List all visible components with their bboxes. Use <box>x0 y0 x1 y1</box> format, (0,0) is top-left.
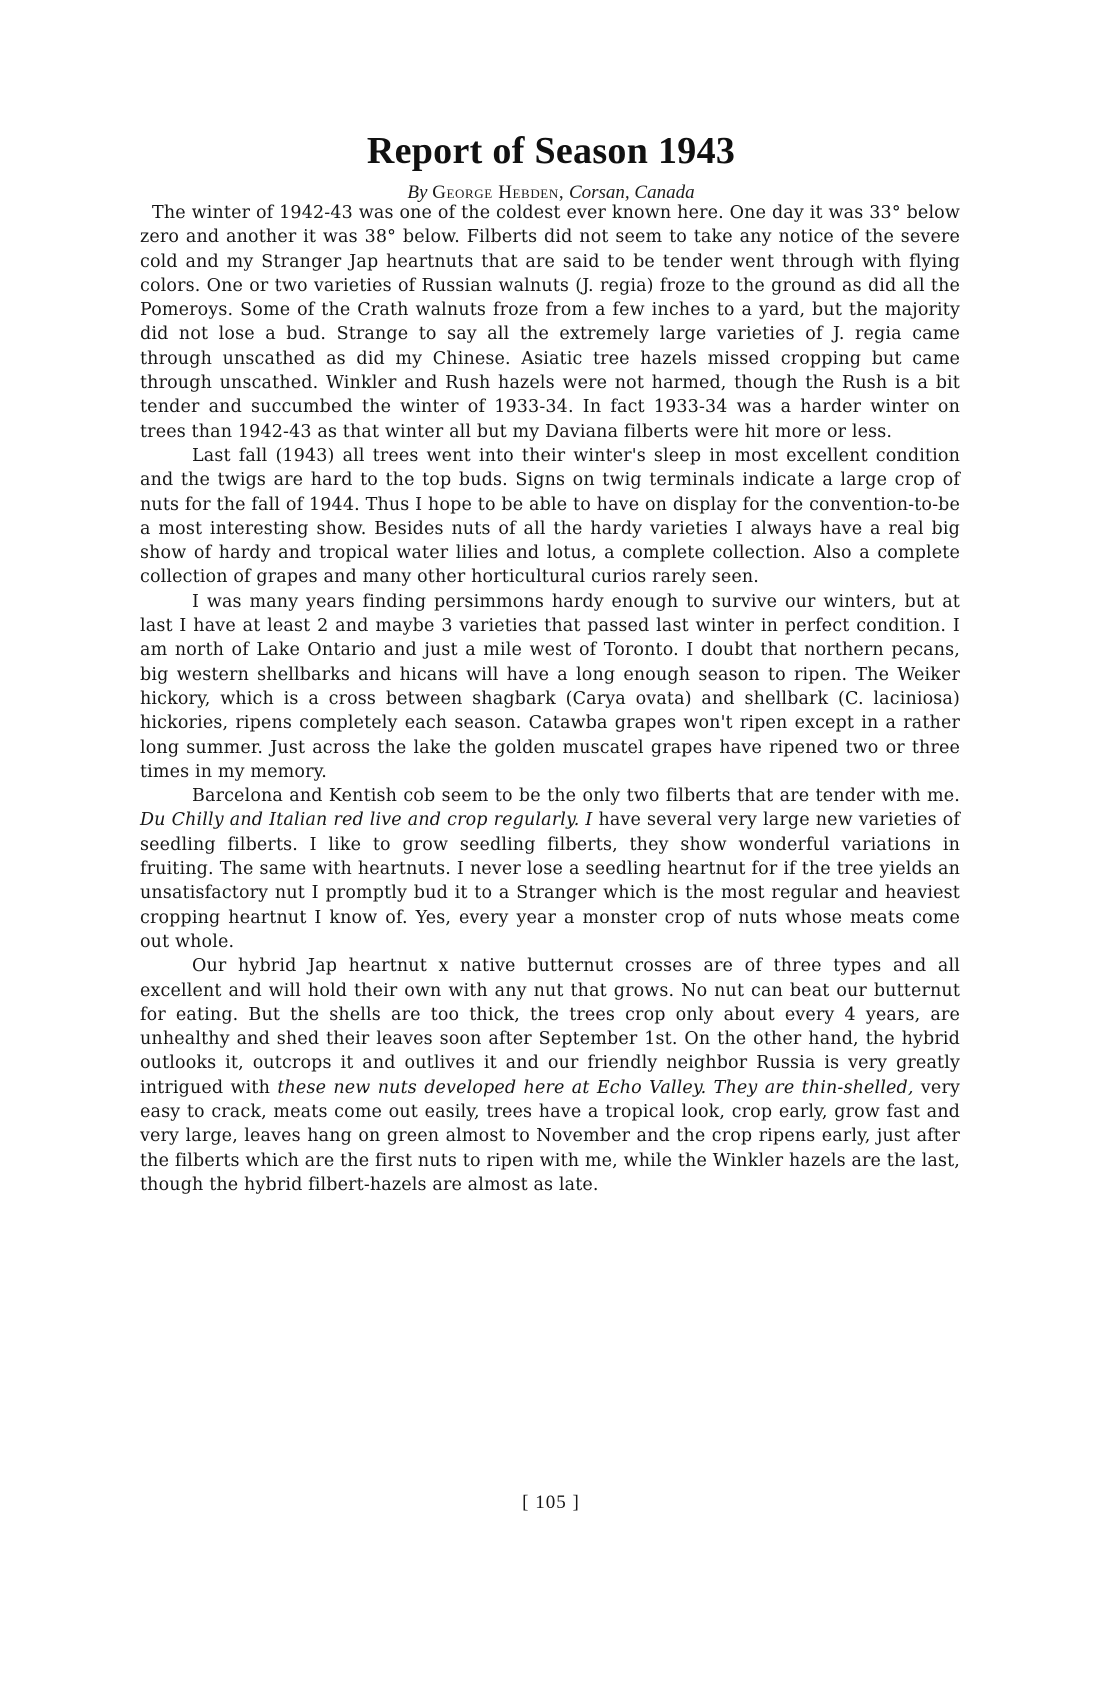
article-title: Report of Season 1943 <box>366 130 736 172</box>
paragraph-5-text-b: very easy to crack, meats come out easily, trees have a tropical look, crop early, grow fast and very large, leaves hang on green almost to November and the crop ripens early, just after the filberts which are the first nuts to ripen with me, while the Winkler hazels are the last, though the hybrid filbert-hazels are almost as late. <box>140 1077 960 1195</box>
paragraph-4-text-b: have several very large new varieties of seedling filberts. I like to grow seedling filberts, they show wonderful variations in fruiting. The same with heartnuts. I never lose a seedling heartnut for if the tree yields an unsatisfactory nut I promptly bud it to a Stranger which is the most regular and heaviest cropping heartnut I know of. Yes, every year a monster crop of nuts whose meats come out whole. <box>140 810 961 952</box>
paragraph-3: I was many years finding persimmons hardy enough to survive our winters, but at last I have at least 2 and maybe 3 varieties that passed last winter in perfect condition. I am north of Lake Ontario and just a mile west of Toronto. I doubt that northern pecans, big western shellbarks and hicans will have a long enough season to ripen. The Weiker hickory, which is a cross between shagbark (Carya ovata) and shellbark (C. laciniosa) hickories, ripens completely each season. Catawba grapes won't ripen except in a rather long summer. Just across the lake the golden muscatel grapes have ripened two or three times in my memory. <box>140 591 960 782</box>
paragraph-4-text-a: Barcelona and Kentish cob seem to be the only two filberts that are tender with me. <box>192 786 960 807</box>
paragraph-4-italic: Du Chilly and Italian red live and crop regularly. I <box>140 810 593 831</box>
byline-prefix: By <box>407 182 428 203</box>
paragraph-5-italic: these new nuts developed here at Echo Valley. They are thin-shelled, <box>277 1077 914 1098</box>
author-place: Corsan, Canada <box>568 182 695 203</box>
paragraph-5-text-a: Our hybrid Jap heartnut x native butternut crosses are of three types and all excellent and will hold their own with any nut that grows. No nut can beat our butternut for eating. But the shells are too thick, the trees crop only about every 4 years, are unhealthy and shed their leaves soon after September 1st. On the other hand, the hybrid outlooks it, outcrops it and outlives it and our friendly neighbor Russia is very greatly intrigued with <box>140 956 960 1098</box>
paragraph-4 <box>140 784 960 954</box>
paragraph-1: The winter of 1942-43 was one of the coldest ever known here. One day it was 33° below zero and another it was 38° below. Filberts did not seem to take any notice of the severe cold and my Stranger Jap heartnuts that are said to be tender went through with flying colors. One or two varieties of Russian walnuts (J. regia) froze to the ground as did all the Pomeroys. Some of the Crath walnuts froze from a few inches to a yard, but the majority did not lose a bud. Strange to say all the extremely large varieties of J. regia came through unscathed as did my Chinese. Asiatic tree hazels missed cropping but came through unscathed. Winkler and Rush hazels were not harmed, though the Rush is a bit tender and succumbed the winter of 1933-34. In fact 1933-34 was a harder winter on trees than 1942-43 as that winter all but my Daviana filberts were hit more or less. <box>140 203 960 442</box>
page-number: [ 105 ] <box>522 1492 580 1513</box>
article-body <box>140 201 960 1197</box>
paragraph-5 <box>140 954 960 1197</box>
paragraph-2: Last fall (1943) all trees went into their winter's sleep in most excellent condition and the twigs are hard to the top buds. Signs on twig terminals indicate a large crop of nuts for the fall of 1944. Thus I hope to be able to have on display for the convention-to-be a most interesting show. Besides nuts of all the hardy varieties I always have a real big show of hardy and tropical water lilies and lotus, a complete collection. Also a complete collection of grapes and many other horticultural curios rarely seen. <box>140 445 960 588</box>
author-name: George Hebden, <box>432 182 565 203</box>
